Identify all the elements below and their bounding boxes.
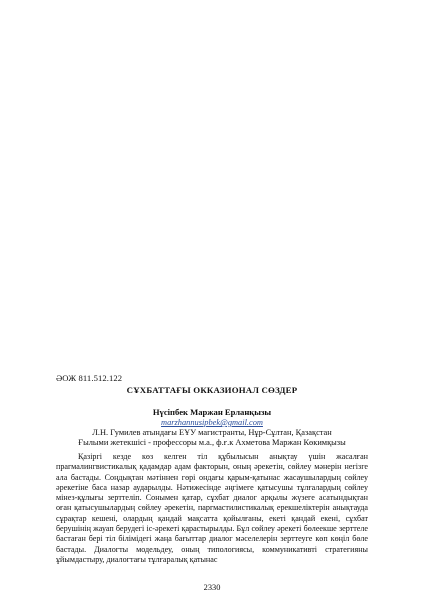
author-name: Нүсіпбек Маржан Ерланқызы	[152, 407, 272, 417]
page-number: 2330	[203, 583, 221, 592]
article-title: СҰХБАТТАҒЫ ОККАЗИОНАЛ СӨЗДЕР	[126, 385, 298, 395]
author-affiliation: Л.Н. Гумилев атындағы ЕҰУ магистранты, Нұр-Сұлтан, Қазақстан	[92, 428, 332, 437]
udk-code: ӘОЖ 811.512.122	[56, 373, 123, 383]
author-email-link[interactable]: marzhannusipbek@gmail.com	[161, 418, 263, 427]
scientific-supervisor: Ғылыми жетекшісі - профессоры м.а., ф.ғ.к Ахметова Маржан Көкимқызы	[78, 438, 346, 447]
body-paragraph: Қазіргі кезде көз келген тіл құбылысын анықтау үшін жасалған прагмалингвистикалық қадамдар адам факторын, оның әрекетін, сөйлеу мәнерін негізге ала бастады. Соңдықтан мәтіннен гөрі ондағы қарым-қатынас жасаушылардың сөйлеу әрекетіне баса назар аударылды. Нәтижесінде әңгімеге қатысушы тұлғалардың сөйлеу мінез-құлығы зерттеліп. Сонымен қатар, сұхбат диалог арқылы жүзеге асатындықтан оған қатысушылардың сөйлеу әрекетін, паргмастилистикалық ерекшеліктерін анықтауда сұрақтар кешені, олардың қандай мақсатта қойылғаны, екеті қандай екені, сұхбат берушінің жауап берудегі іс-әрекеті қарастырылды. Бұл сөйлеу әрекеті бөлеекше зерттеле бастаған бері тіл білімідегі жаңа бағыттар диалог мәселелерін зерттеуге көп көңіл бөле бастады. Диалогты модельдеу, оның типологиясы, коммуникативті стратегияны ұйымдастыру, диалогтағы тұлғаралық қатынас	[56, 452, 368, 564]
